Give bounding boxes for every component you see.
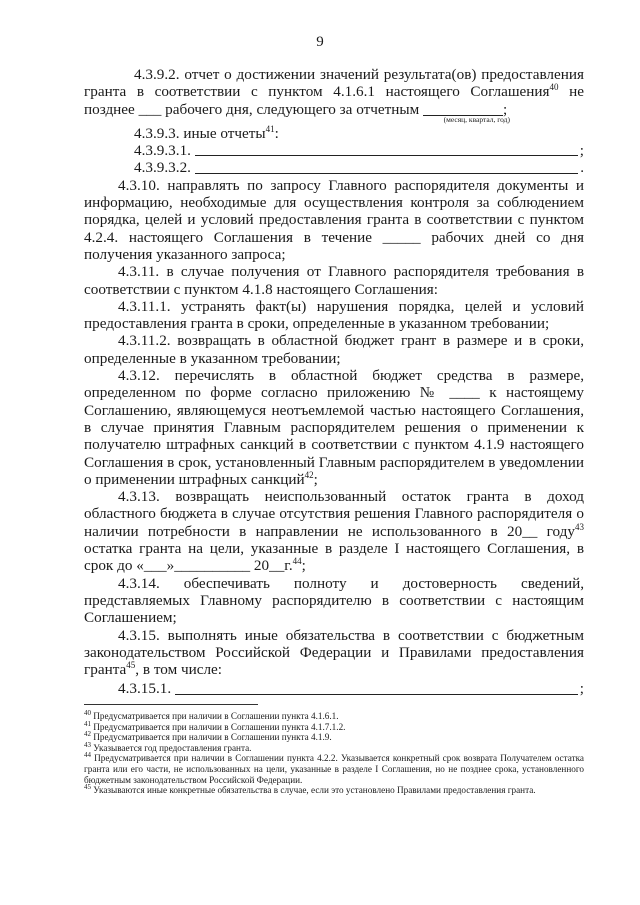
footnote-ref: 41	[265, 123, 275, 134]
footnote-separator	[84, 704, 258, 705]
para-4-3-10: 4.3.10. направлять по запросу Главного распорядителя документы и информацию, необходимые для осуществления контроля за соблюдением порядка, целей и условий предоставления гранта в соответствии с пунктом 4.2.4. настоящего Соглашения в течение _____ рабочих дней со дня получения указанного запроса;	[84, 176, 584, 263]
footnote	[84, 785, 584, 796]
para-4-3-15-1	[84, 680, 584, 697]
punct: ;	[301, 557, 306, 575]
blank-line	[195, 155, 578, 156]
para-4-3-11-1: 4.3.11.1. устранять факт(ы) нарушения порядка, целей и условий предоставления гранта в сроки, определенные в указанном требовании;	[84, 297, 584, 333]
footnote-text: Предусматривается при наличии в Соглашении пункта 4.1.7.1.2.	[93, 721, 346, 732]
para-text: 4.3.12. перечислять в областной бюджет средства в размере, определенном по форме согласно приложению № ____ к настоящему Соглашению, являющемуся неотъемлемой частью настоящего Соглашения, в случае принятия Главным распорядителем решения о применении к получателю штрафных санкций в соответствии с пунктом 4.1.9 настоящего Соглашения в срок, установленный Главным распорядителем в уведомлении о применении штрафных санкций	[84, 367, 584, 488]
footnote	[84, 711, 584, 722]
footnote	[84, 732, 584, 743]
footnote-ref: 44	[292, 556, 302, 567]
para-4-3-15	[84, 627, 584, 679]
footnote-ref: 45	[126, 660, 136, 671]
item-label: 4.3.9.3.1.	[134, 142, 191, 160]
item-label: 4.3.15.1.	[118, 680, 172, 698]
footnote-ref: 43	[575, 521, 584, 532]
para-4-3-13	[84, 488, 584, 574]
footnotes	[84, 711, 584, 796]
footnote-text: Предусматривается при наличии в Соглашении пункта 4.1.6.1.	[93, 711, 339, 721]
punct: :	[274, 124, 279, 142]
footnote	[84, 753, 584, 785]
footnote	[84, 740, 584, 754]
para-text: не позднее ___ рабочего дня, следующего за отчетным	[84, 83, 584, 118]
para-text: 4.3.9.2. отчет о достижении значений результата(ов) предоставления гранта в соответствии с пунктом 4.1.6.1 настоящего Соглашения	[84, 66, 584, 101]
footnote-text: Предусматривается при наличии в Соглашении пункта 4.1.9.	[93, 732, 332, 743]
para-text: остатка гранта на цели, указанные в разделе I настоящего Соглашения, в срок до «___»__________ 20__г.	[84, 540, 584, 575]
para-4-3-9-3-2	[84, 159, 584, 176]
blank-line	[195, 173, 578, 174]
para-text: , в том числе:	[135, 661, 223, 679]
para-text: 4.3.9.3. иные отчеты	[134, 124, 266, 142]
document-body	[84, 66, 584, 698]
footnote	[84, 719, 584, 733]
page-number: 9	[316, 34, 324, 50]
period-hint: (месяц, квартал, год)	[443, 114, 510, 124]
para-text: 4.3.13. возвращать неиспользованный остаток гранта в доход областного бюджета в случае отсутствия решения Главного распорядителя о наличии потребности в направлении не использованного в 20__ году	[84, 488, 584, 540]
para-4-3-14: 4.3.14. обеспечивать полноту и достоверность сведений, представляемых Главному распорядителю в соответствии с настоящим Соглашением;	[84, 574, 584, 627]
blank-line	[423, 103, 503, 116]
para-4-3-11: 4.3.11. в случае получения от Главного распорядителя требования в соответствии с пунктом 4.1.8 настоящего Соглашения:	[84, 263, 584, 298]
punct: ;	[313, 470, 318, 488]
para-4-3-11-2: 4.3.11.2. возвращать в областной бюджет грант в размере и в сроки, определенные в указанном требовании;	[84, 332, 584, 367]
para-text: 4.3.15. выполнять иные обязательства в соответствии с бюджетным законодательством Российской Федерации и Правилами предоставления гранта	[84, 626, 584, 679]
footnote-text: Указываются иные конкретные обязательства в случае, если это установлено Правилами предоставления гранта.	[93, 785, 536, 796]
punct: ;	[503, 100, 508, 118]
footnote-text: Указывается год предоставления гранта.	[93, 742, 252, 753]
footnote-number: 44	[84, 751, 91, 760]
punct: ;	[579, 680, 584, 698]
para-4-3-9-3-1	[84, 142, 584, 159]
footnote-ref: 42	[304, 469, 314, 480]
footnote-ref: 40	[549, 82, 559, 93]
punct: ;	[579, 142, 584, 160]
para-4-3-12	[84, 367, 584, 488]
para-4-3-9-3	[84, 125, 584, 142]
footnote-text: Предусматривается при наличии в Соглашении пункта 4.2.2. Указывается конкретный срок возврата Получателем остатка гранта или его части, не использованных на цели, указанные в разделе I Соглашения, но не позднее срока, установленного бюджетным законодательством Российской Федерации.	[84, 753, 584, 785]
footnote-number: 43	[84, 740, 91, 749]
para-4-3-9-2	[84, 66, 584, 118]
footnote-number: 41	[84, 719, 91, 728]
blank-line	[175, 694, 578, 695]
footnote-number: 45	[84, 783, 91, 792]
footnote-number: 40	[84, 709, 91, 717]
item-label: 4.3.9.3.2.	[134, 159, 191, 177]
punct: .	[580, 159, 584, 177]
footnote-number: 42	[84, 730, 91, 739]
